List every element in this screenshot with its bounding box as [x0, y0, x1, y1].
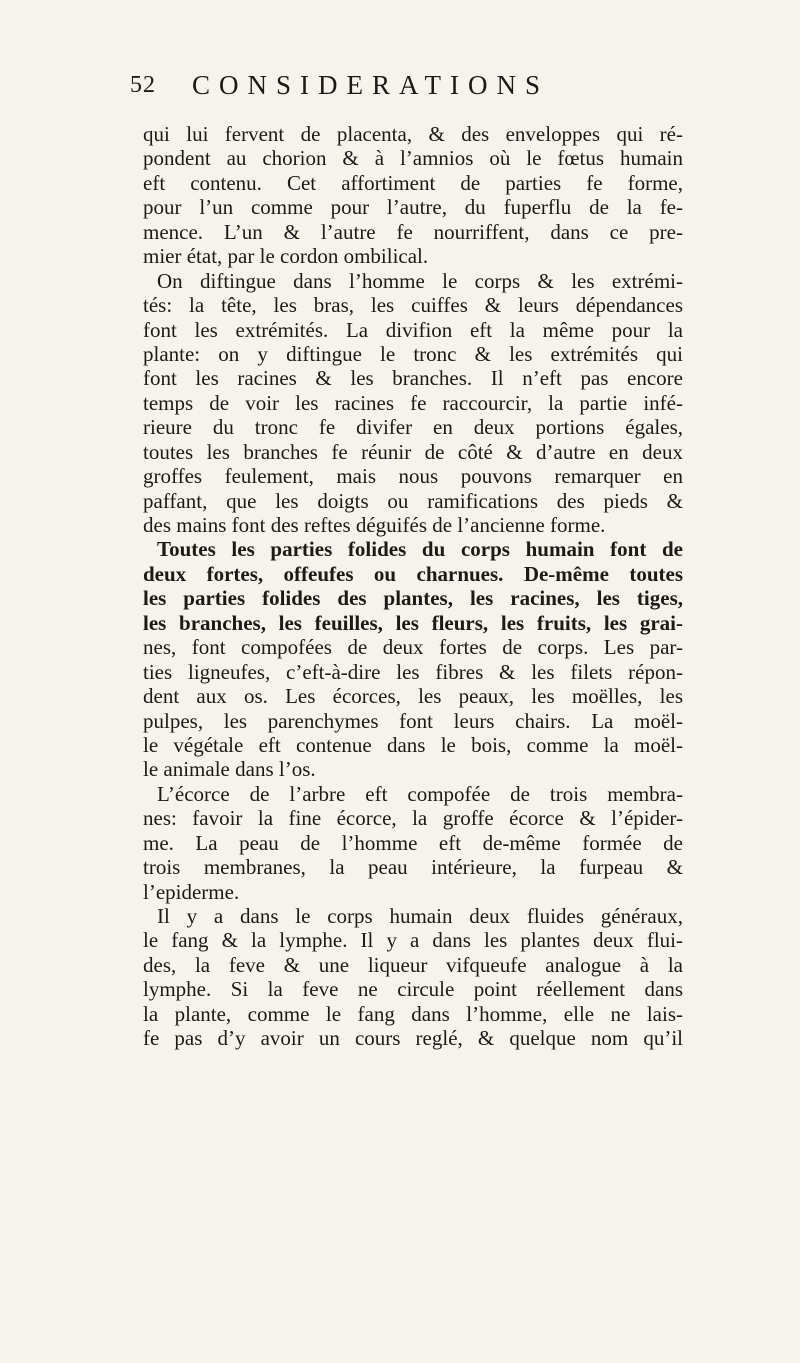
- text-line: nes, font compofées de deux fortes de corps. Les par-: [143, 635, 683, 660]
- text-line: L’écorce de l’arbre eft compofée de trois membra-: [157, 781, 683, 806]
- text-line: trois membranes, la peau intérieure, la furpeau &: [143, 855, 683, 880]
- text-line: paffant, que les doigts ou ramifications des pieds &: [143, 488, 683, 513]
- text-line: les parties folides des plantes, les racines, les tiges,: [143, 586, 683, 611]
- text-line: dent aux os. Les écorces, les peaux, les moëlles, les: [143, 684, 683, 709]
- text-line: des mains font des reftes déguifés de l’ancienne forme.: [143, 513, 606, 537]
- text-line: lymphe. Si la feve ne circule point réellement dans: [143, 977, 683, 1002]
- text-line: rieure du tronc fe divifer en deux portions égales,: [143, 415, 683, 440]
- text-line: fe pas d’y avoir un cours reglé, & quelque nom qu’il: [143, 1026, 683, 1051]
- text-line: On diftingue dans l’homme le corps & les extrémi-: [157, 268, 683, 293]
- text-line: mier état, par le cordon ombilical.: [143, 244, 429, 269]
- text-line: le végétale eft contenue dans le bois, comme la moël-: [143, 732, 683, 757]
- text-line: des, la feve & une liqueur vifqueufe analogue à la: [143, 952, 683, 977]
- text-line: le animale dans l’os.: [143, 757, 316, 782]
- page-header: [130, 70, 690, 110]
- text-line: les branches, les feuilles, les fleurs, les fruits, les grai-: [143, 610, 683, 635]
- text-line: le fang & la lymphe. Il y a dans les plantes deux flui-: [143, 928, 683, 953]
- text-line: plante: on y diftingue le tronc & les extrémités qui: [143, 341, 683, 366]
- text-line: pulpes, les parenchymes font leurs chairs. La moël-: [143, 708, 683, 733]
- text-line: Il y a dans le corps humain deux fluides généraux,: [157, 904, 683, 928]
- text-line: groffes feulement, mais nous pouvons remarquer en: [143, 464, 683, 489]
- text-line: font les racines & les branches. Il n’eft pas encore: [143, 366, 683, 391]
- text-line: temps de voir les racines fe raccourcir, la partie infé-: [143, 390, 683, 415]
- text-line: qui lui fervent de placenta, & des enveloppes qui ré-: [143, 122, 683, 146]
- page-number: 52: [130, 72, 156, 98]
- text-line: font les extrémités. La divifion eft la même pour la: [143, 317, 683, 342]
- text-line: l’epiderme.: [143, 879, 240, 904]
- text-line: la plante, comme le fang dans l’homme, elle ne lais-: [143, 1001, 683, 1026]
- text-line: pour l’un comme pour l’autre, du fuperflu de la fe-: [143, 195, 683, 220]
- text-line: mence. L’un & l’autre fe nourriffent, dans ce pre-: [143, 219, 683, 244]
- text-line: tés: la tête, les bras, les cuiffes & leurs dépendances: [143, 293, 683, 318]
- running-title: CONSIDERATIONS: [192, 70, 550, 100]
- text-line: Toutes les parties folides du corps humain font de: [157, 537, 683, 562]
- text-line: nes: favoir la fine écorce, la groffe écorce & l’épider-: [143, 806, 683, 831]
- text-line: pondent au chorion & à l’amnios où le fœtus humain: [143, 146, 683, 171]
- body-text: [143, 122, 683, 1051]
- text-line: eft contenu. Cet affortiment de parties fe forme,: [143, 170, 683, 195]
- text-line: me. La peau de l’homme eft de-même formée de: [143, 830, 683, 855]
- text-line: toutes les branches fe réunir de côté & d’autre en deux: [143, 439, 683, 464]
- text-line: ties ligneufes, c’eft-à-dire les fibres & les filets répon-: [143, 659, 683, 684]
- text-line: deux fortes, offeufes ou charnues. De-même toutes: [143, 561, 683, 586]
